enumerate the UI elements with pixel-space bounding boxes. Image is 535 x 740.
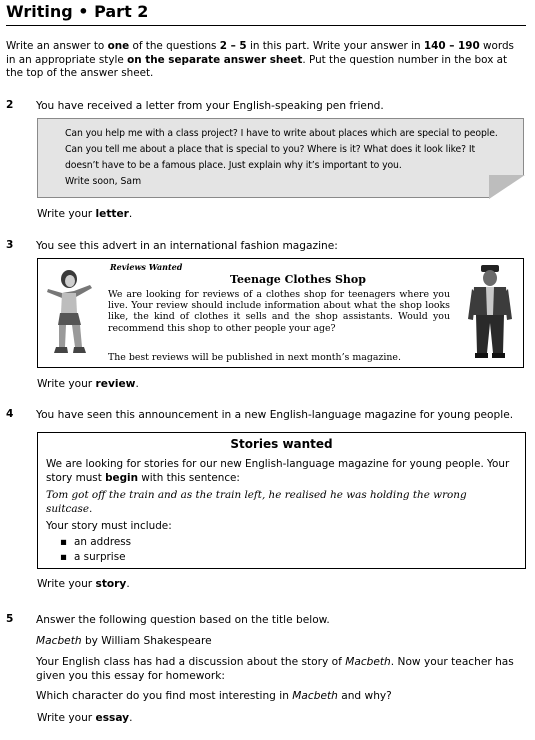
intro-bold: 2 – 5 [219, 40, 247, 52]
instruction-text: Write your [37, 712, 96, 724]
intro-text: . Put the question number in the box at the top of the answer sheet. [6, 53, 508, 79]
book-title: Macbeth [345, 656, 391, 668]
include-label: Your story must include: [46, 520, 172, 532]
context-text: Your English class has had a discussion about the story of [36, 656, 346, 668]
instruction-text: . [128, 208, 133, 220]
advert-footer: The best reviews will be published in next month’s magazine. [108, 352, 401, 363]
question-number: 2 [6, 99, 14, 111]
advert-title: Teenage Clothes Shop [230, 273, 366, 286]
essay-question [36, 689, 526, 703]
book-author: by William Shakespeare [81, 635, 212, 647]
list-item: ▪ a surprise [60, 550, 131, 565]
task-type: letter [95, 208, 129, 220]
story-opening-sentence: Tom got off the train and as the train left, he realised he was holding the wrong suitcase. [46, 489, 467, 515]
advert-kicker: Reviews Wanted [110, 262, 183, 272]
context-text: . Now your teacher has given you this essay for homework: [36, 656, 514, 682]
intro-text: words in an appropriate style [6, 40, 514, 66]
question-prompt: You have seen this announcement in a new English-language magazine for young people. [36, 409, 514, 421]
page-title: Writing • Part 2 [6, 2, 149, 21]
instruction-text: . [135, 378, 139, 390]
question-number: 5 [6, 613, 14, 625]
announcement-text: We are looking for stories for our new English-language magazine for young people. Your story must [46, 458, 510, 484]
question-number: 3 [6, 239, 14, 251]
include-list [60, 535, 131, 565]
question-prompt: Answer the following question based on the title below. [36, 614, 330, 626]
book-title: Macbeth [36, 635, 82, 647]
intro-text: Write an answer to [6, 40, 108, 52]
task-type: review [95, 378, 136, 390]
task-instruction [37, 208, 132, 220]
announcement-bold: begin [105, 471, 138, 484]
title-divider [6, 25, 526, 26]
task-type: essay [95, 712, 130, 724]
instructions [6, 40, 522, 81]
question-number: 4 [6, 408, 14, 420]
stories-announcement [37, 432, 526, 569]
pen-friend-letter [37, 118, 524, 198]
page-fold-corner [489, 175, 525, 199]
book-reference [36, 634, 526, 648]
task-type: story [95, 578, 127, 590]
intro-bold: one [107, 40, 130, 52]
task-instruction [37, 712, 132, 724]
announcement-text: with this sentence: [137, 471, 240, 484]
fashion-advert [37, 258, 524, 368]
instruction-text: Write your [37, 578, 96, 590]
task-instruction [37, 578, 130, 590]
announcement-body [46, 458, 511, 485]
intro-text: of the questions [129, 40, 220, 52]
announcement-title: Stories wanted [230, 437, 333, 451]
advert-body: We are looking for reviews of a clothes shop for teenagers where you live. Your review should include information about what the shop looks like, the kind of clothes it sells and the shop assistants. Would you recommend this shop to other people your age? [108, 289, 450, 334]
task-instruction [37, 378, 139, 390]
instruction-text: . [126, 578, 130, 590]
question-prompt: You have received a letter from your English-speaking pen friend. [36, 100, 384, 112]
letter-signature: Write soon, Sam [65, 176, 142, 187]
instruction-text: Write your [37, 378, 96, 390]
intro-text: in this part. Write your answer in [246, 40, 424, 52]
question-prompt: You see this advert in an international fashion magazine: [36, 240, 338, 252]
essay-context [36, 655, 526, 683]
letter-body: Can you help me with a class project? I have to write about places which are special to people. Can you tell me about a place that is special to you? Where is it? What does it look like? It doesn’t have to be a famous place. Just explain why it’s important to you. [65, 128, 498, 171]
instruction-text: Write your [37, 208, 96, 220]
question-text: and why? [337, 690, 392, 702]
intro-bold: 140 – 190 [423, 40, 480, 52]
instruction-text: . [129, 712, 133, 724]
question-text: Which character do you find most interesting in [36, 690, 293, 702]
intro-bold: on the separate answer sheet [127, 53, 303, 66]
list-item: ▪ an address [60, 535, 131, 550]
book-title: Macbeth [292, 690, 338, 702]
